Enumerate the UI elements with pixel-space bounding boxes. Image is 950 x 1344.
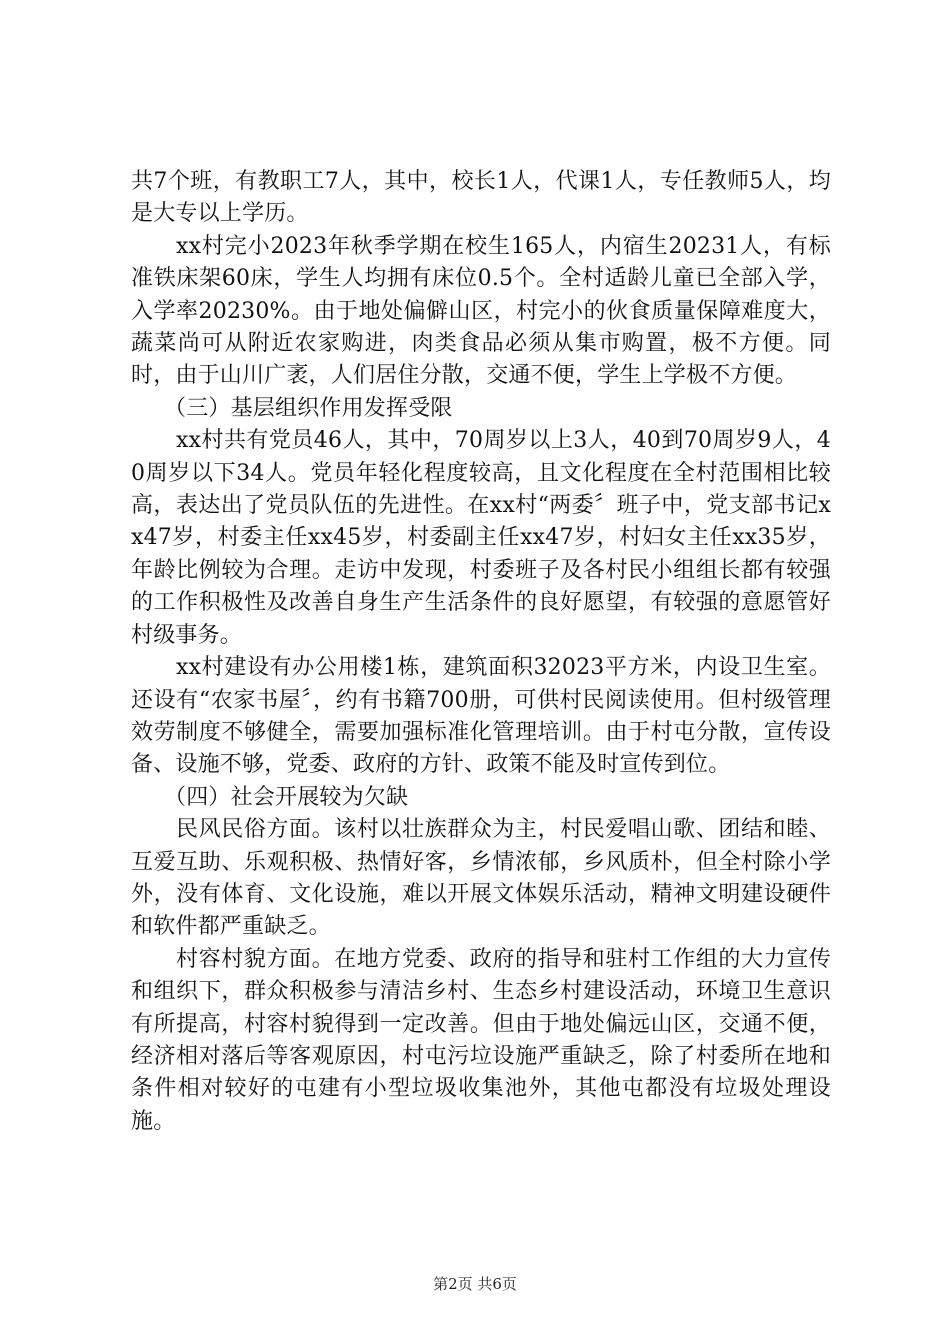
page-number-footer: 第2页 共6页 [433,1275,517,1293]
section-heading-grassroots-organization: （三）基层组织作用发挥受限 [164,395,453,421]
paragraph-folk-customs: 民风民俗方面。该村以壮族群众为主，村民爱唱山歌、团结和睦、互爱互助、乐观积极、热情好客，乡情浓郁，乡风质朴，但全村除小学外，没有体育、文化设施，难以开展文体娱乐活动，精神文明建设硬件和软件都严重缺乏。 [131,817,831,940]
paragraph-party-members: xx村共有党员46人，其中，70周岁以上3人，40到70周岁9人，40周岁以下34人。党员年轻化程度较高，且文化程度在全村范围相比较高，表达出了党员队伍的先进性。在xx村“两委〞班子中，党支部书记xx47岁，村委主任xx45岁，村委副主任xx47岁，村妇女主任xx35岁，年龄比例较为合理。走访中发现，村委班子及各村民小组组长都有较强的工作积极性及改善自身生产生活条件的良好愿望，有较强的意愿管好村级事务。 [131,428,831,648]
paragraph-village-facilities: xx村建设有办公用楼1栋，建筑面积32023平方米，内设卫生室。还设有“农家书屋〞，约有书籍700册，可供村民阅读使用。但村级管理效劳制度不够健全，需要加强标准化管理培训。由于村屯分散，宣传设备、设施不够，党委、政府的方针、政策不能及时宣传到位。 [131,655,831,778]
paragraph-village-appearance: 村容村貌方面。在地方党委、政府的指导和驻村工作组的大力宣传和组织下，群众积极参与清洁乡村、生态乡村建设活动，环境卫生意识有所提高，村容村貌得到一定改善。但由于地处偏远山区，交通不便，经济相对落后等客观原因，村屯污垃设施严重缺乏，除了村委所在地和条件相对较好的屯建有小型垃圾收集池外，其他屯都没有垃圾处理设施。 [131,946,831,1134]
paragraph-school-enrollment: xx村完小2023年秋季学期在校生165人，内宿生20231人，有标准铁床架60床，学生人均拥有床位0.5个。全村适龄儿童已全部入学，入学率20230%。由于地处偏僻山区，村完小的伙食质量保障难度大，蔬菜尚可从附近农家购进，肉类食品必须从集市购置，极不方便。同时，由于山川广袤，人们居住分散，交通不便，学生上学极不方便。 [131,233,831,389]
document-body [131,166,831,1138]
paragraph-continuation: 共7个班，有教职工7人，其中，校长1人，代课1人，专任教师5人，均是大专以上学历。 [131,169,831,227]
section-heading-social-development: （四）社会开展较为欠缺 [164,784,409,810]
